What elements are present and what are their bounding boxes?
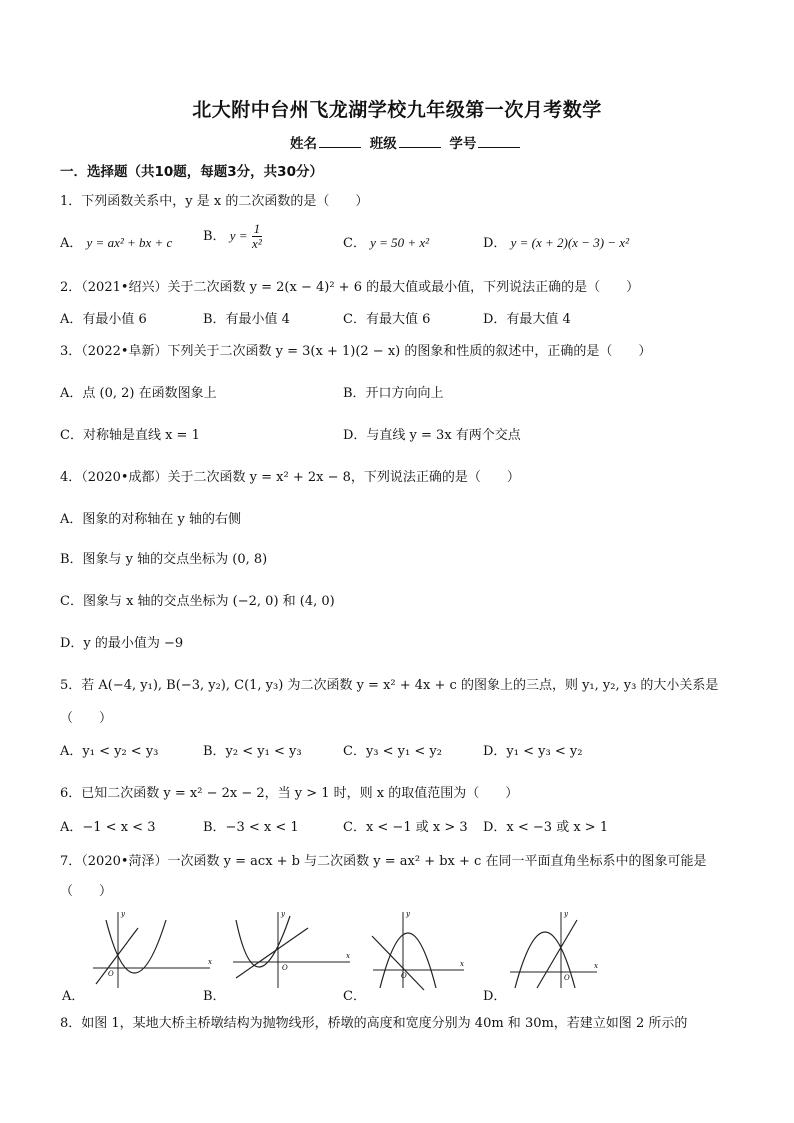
y-axis-label: y <box>281 910 285 918</box>
q7-option-d: D． <box>483 989 507 1004</box>
q6-option-b: B．−3 < x < 1 <box>203 820 299 835</box>
q1-b-label: B． <box>203 229 226 244</box>
x-axis-label: x <box>346 952 350 960</box>
q1-d-text: y = (x + 2)(x − 3) − x² <box>510 235 629 250</box>
q1-option-b <box>203 222 262 251</box>
parabola <box>106 920 166 973</box>
line <box>236 928 308 978</box>
q7-graph-c <box>368 906 493 991</box>
origin-label: O <box>564 974 570 982</box>
x-axis-label: x <box>208 958 212 966</box>
q1-b-numerator: 1 <box>253 221 261 236</box>
id-blank[interactable] <box>478 135 520 148</box>
q5-option-a: A．y₁ < y₂ < y₃ <box>60 744 159 759</box>
q3-stem: 3．（2022•阜新）下列关于二次函数 y = 3(x + 1)(2 − x) 的图象和性质的叙述中，正确的是（ ） <box>60 344 652 359</box>
q2-option-b: B．有最小值 4 <box>203 312 290 327</box>
q1-d-label: D． <box>483 236 507 251</box>
q1-option-a <box>60 232 172 251</box>
q5-option-d: D．y₁ < y₃ < y₂ <box>483 744 583 759</box>
y-axis-label: y <box>121 910 125 918</box>
origin-label: O <box>282 964 288 972</box>
q7-stem: 7．（2020•菏泽）一次函数 y = acx + b 与二次函数 y = ax² + bx + c 在同一平面直角坐标系中的图象可能是 <box>60 854 707 869</box>
q5-option-c: C．y₃ < y₁ < y₂ <box>343 744 442 759</box>
q7-option-a: A． <box>62 989 85 1004</box>
section-heading: 一．选择题（共10题，每题3分，共30分） <box>60 164 323 180</box>
q7-graph-d <box>505 906 630 991</box>
q4-option-c: C．图象与 x 轴的交点坐标为 (−2, 0) 和 (4, 0) <box>60 594 335 609</box>
q1-c-label: C． <box>343 236 366 251</box>
q1-b-lhs: y = <box>229 228 248 243</box>
q1-c-text: y = 50 + x² <box>370 235 430 250</box>
q4-option-d: D．y 的最小值为 −9 <box>60 636 184 651</box>
q1-stem: 1．下列函数关系中，y 是 x 的二次函数的是（ ） <box>60 194 369 209</box>
q3-option-d: D．与直线 y = 3x 有两个交点 <box>343 428 521 443</box>
q8-stem: 8．如图 1，某地大桥主桥墩结构为抛物线形，桥墩的高度和宽度分别为 40m 和 30m，若建立如图 2 所示的 <box>60 1016 688 1031</box>
q5-option-b: B．y₂ < y₁ < y₃ <box>203 744 302 759</box>
q7-paren: （ ） <box>60 884 113 899</box>
class-label: 班级 <box>369 136 397 152</box>
y-axis-label: y <box>564 910 568 918</box>
q5-paren: （ ） <box>60 711 113 726</box>
q6-option-a: A．−1 < x < 3 <box>60 820 156 835</box>
q4-option-b: B．图象与 y 轴的交点坐标为 (0, 8) <box>60 552 268 567</box>
page-title: 北大附中台州飞龙湖学校九年级第一次月考数学 <box>192 99 602 121</box>
q6-option-c: C．x < −1 或 x > 3 <box>343 820 468 835</box>
q1-b-fraction <box>252 222 263 251</box>
line <box>537 920 577 988</box>
student-info <box>290 132 524 152</box>
q2-stem: 2．（2021•绍兴）关于二次函数 y = 2(x − 4)² + 6 的最大值或最小值，下列说法正确的是（ ） <box>60 280 640 295</box>
origin-label: O <box>401 972 407 980</box>
line <box>372 936 424 990</box>
q6-option-d: D．x < −3 或 x > 1 <box>483 820 609 835</box>
q2-option-c: C．有最大值 6 <box>343 312 431 327</box>
q3-option-a: A．点 (0, 2) 在函数图象上 <box>60 386 217 401</box>
name-blank[interactable] <box>319 135 361 148</box>
q4-option-a: A．图象的对称轴在 y 轴的右侧 <box>60 512 241 527</box>
origin-label: O <box>108 970 114 978</box>
q2-option-d: D．有最大值 4 <box>483 312 571 327</box>
q1-option-d <box>483 232 629 251</box>
q7-option-b: B． <box>203 989 226 1004</box>
q3-option-c: C．对称轴是直线 x = 1 <box>60 428 200 443</box>
q1-a-text: y = ax² + bx + c <box>86 235 173 250</box>
name-label: 姓名 <box>290 136 317 152</box>
y-axis-label: y <box>406 910 410 918</box>
id-label: 学号 <box>449 136 477 152</box>
q1-a-label: A． <box>60 236 83 251</box>
q1-option-c <box>343 232 429 251</box>
line <box>96 928 138 984</box>
q4-stem: 4．（2020•成都）关于二次函数 y = x² + 2x − 8，下列说法正确的是（ ） <box>60 470 520 485</box>
x-axis-label: x <box>460 960 464 968</box>
q7-graph-b <box>228 906 353 991</box>
class-blank[interactable] <box>399 135 441 148</box>
parabola <box>380 933 436 988</box>
q5-stem: 5．若 A(−4, y₁), B(−3, y₂), C(1, y₃) 为二次函数 y = x² + 4x + c 的图象上的三点，则 y₁, y₂, y₃ 的大小关系是 <box>60 678 719 693</box>
q6-stem: 6．已知二次函数 y = x² − 2x − 2，当 y > 1 时，则 x 的取值范围为（ ） <box>60 786 519 801</box>
q7-option-c: C． <box>343 989 366 1004</box>
x-axis-label: x <box>594 962 598 970</box>
q7-graph-a <box>88 906 213 991</box>
q3-option-b: B．开口方向向上 <box>343 386 444 401</box>
q2-option-a: A．有最小值 6 <box>60 312 147 327</box>
q1-b-denominator: x² <box>252 236 262 251</box>
